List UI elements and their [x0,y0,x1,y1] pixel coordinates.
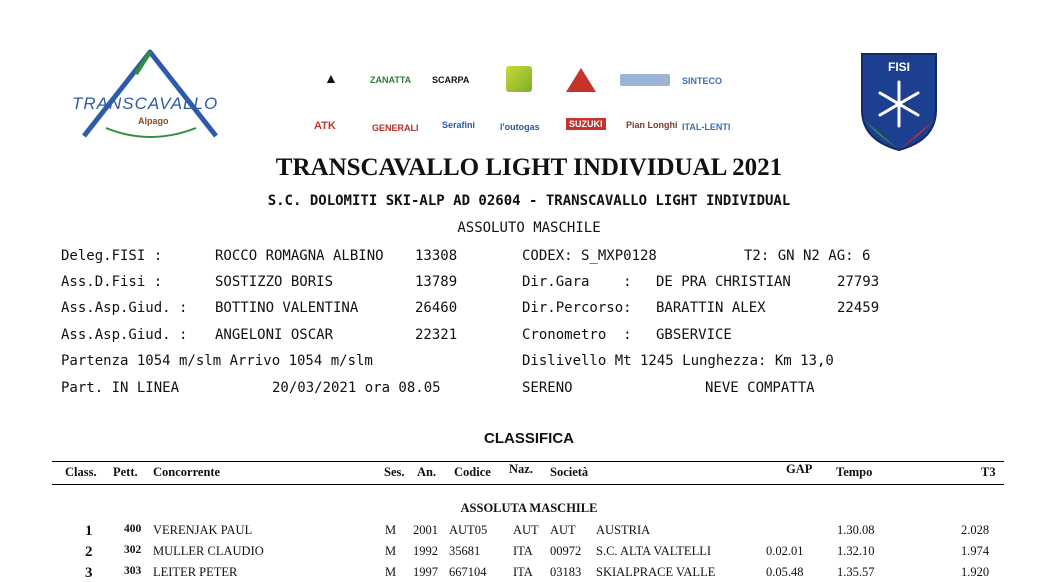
sponsor-logo-red-mountain [566,68,596,92]
official-label: Ass.Asp.Giud. : [61,300,188,316]
official-code: 26460 [415,300,458,316]
cell-pos: 2 [85,544,93,560]
course-info: Dislivello Mt 1245 Lunghezza: Km 13,0 [522,353,834,369]
official-name: GBSERVICE [656,327,732,343]
sponsor-logo-blue [620,74,670,86]
col-clas: Class. [65,465,97,479]
official-name: SOSTIZZO BORIS [215,274,334,290]
cell-t3: 2.028 [961,523,990,537]
official-code: 13308 [415,248,458,264]
codex: CODEX: S_MXP0128 [522,248,657,264]
cell-pos: 1 [85,523,93,539]
cell-pett: 302 [124,544,142,556]
sponsor-logo-green [506,66,532,92]
race-subtitle: S.C. DOLOMITI SKI-ALP AD 02604 - TRANSCAVALLO LIGHT INDIVIDUAL [267,193,791,209]
cell-gap: 0.05.48 [766,565,804,579]
official-name: BARATTIN ALEX [656,300,766,316]
col-societa: Società [550,465,589,479]
alpago-label: Alpago [138,116,169,126]
official-code: 13789 [415,274,458,290]
sponsor-logo: ZANATTA [370,75,412,85]
table-header-rule [52,484,1004,485]
cell-tempo: 1.32.10 [837,544,875,558]
col-gap: GAP [786,462,813,476]
sponsor-logo: GENERALI [372,123,419,133]
col-anno: An. [417,465,437,479]
sponsor-logo: ATK [314,120,336,132]
fisi-label: FISI [887,60,910,74]
cell-soc-code: 00972 [550,544,582,558]
sponsor-logo: ▲ [324,70,338,86]
official-code: 22321 [415,327,458,343]
official-code: 22459 [837,300,880,316]
official-name: DE PRA CHRISTIAN [656,274,791,290]
official-label: Deleg.FISI : [61,248,163,264]
cell-code: AUT05 [449,523,488,537]
section-heading: ASSOLUTA MASCHILE [460,501,598,515]
cell-tempo: 1.35.57 [837,565,875,579]
cell-societa: SKIALPRACE VALLE [596,565,716,579]
page-title: TRANSCAVALLO LIGHT INDIVIDUAL 2021 [275,154,783,181]
cell-naz: AUT [513,523,539,537]
official-label: Ass.Asp.Giud. : [61,327,188,343]
start-type: Part. IN LINEA [61,380,180,396]
official-name: ROCCO ROMAGNA ALBINO [215,248,384,264]
cell-gap: 0.02.01 [766,544,804,558]
cell-name: MULLER CLAUDIO [153,544,264,558]
cell-pett: 303 [124,565,142,577]
cell-tempo: 1.30.08 [837,523,875,537]
snow-condition: NEVE COMPATTA [705,380,815,396]
cell-sex: M [385,565,397,579]
transcavallo-wordmark: TRANSCAVALLO [72,94,219,113]
cell-soc-code: AUT [550,523,576,537]
classifica-heading: CLASSIFICA [484,430,574,447]
cell-name: LEITER PETER [153,565,238,579]
fisi-logo [858,48,940,152]
cell-naz: ITA [513,544,533,558]
cell-sex: M [385,523,397,537]
t2-info: T2: GN N2 AG: 6 [744,248,871,264]
cell-pos: 3 [85,565,93,581]
col-tempo: Tempo [836,465,873,479]
col-sesso: Ses. [384,465,405,479]
col-t3: T3 [981,465,996,479]
sponsor-logo: Serafini [442,120,476,130]
cell-code: 35681 [449,544,481,558]
official-code: 27793 [837,274,880,290]
cell-year: 2001 [413,523,438,537]
sponsor-logo: SCARPA [432,75,470,85]
official-label: Dir.Percorso: [522,300,632,316]
col-naz: Naz. [509,462,533,476]
official-name: BOTTINO VALENTINA [215,300,359,316]
col-concorrente: Concorrente [153,465,221,479]
cell-year: 1992 [413,544,438,558]
cell-t3: 1.974 [961,544,990,558]
weather: SERENO [522,380,573,396]
cell-name: VERENJAK PAUL [153,523,253,537]
official-label: Dir.Gara : [522,274,632,290]
col-codice: Codice [454,465,491,479]
category-label: ASSOLUTO MASCHILE [457,220,601,236]
sponsor-logo: Pian Longhi [626,120,678,130]
official-label: Ass.D.Fisi : [61,274,163,290]
sponsor-logo: SUZUKI [566,118,606,130]
sponsor-logo: SINTECO [682,76,723,86]
cell-sex: M [385,544,397,558]
cell-pett: 400 [124,523,142,535]
sponsor-logo: l'outogas [500,122,540,132]
sponsor-logo: ITAL-LENTI [682,122,731,132]
cell-t3: 1.920 [961,565,990,579]
cell-societa: AUSTRIA [596,523,651,537]
cell-year: 1997 [413,565,438,579]
cell-societa: S.C. ALTA VALTELLI [596,544,711,558]
col-pett: Pett. [113,465,138,479]
cell-soc-code: 03183 [550,565,582,579]
altitude-info: Partenza 1054 m/slm Arrivo 1054 m/slm [61,353,373,369]
official-name: ANGELONI OSCAR [215,327,334,343]
official-label: Cronometro : [522,327,632,343]
start-datetime: 20/03/2021 ora 08.05 [272,380,441,396]
cell-code: 667104 [449,565,487,579]
transcavallo-logo [66,48,242,146]
cell-naz: ITA [513,565,533,579]
